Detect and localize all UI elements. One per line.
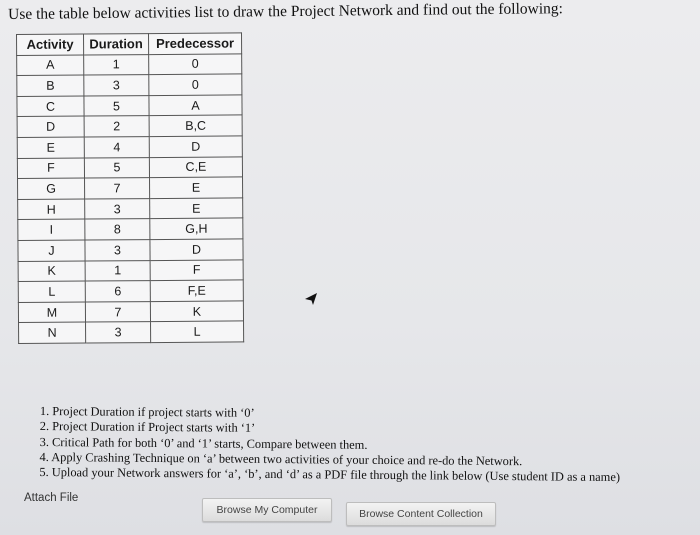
activity-cell: L xyxy=(18,281,85,302)
duration-cell: 8 xyxy=(85,219,150,240)
duration-cell: 2 xyxy=(84,116,149,137)
predecessor-cell: 0 xyxy=(149,74,242,95)
table-row xyxy=(17,74,242,96)
duration-cell: 3 xyxy=(85,198,150,219)
predecessor-cell: E xyxy=(150,177,243,198)
browse-my-computer-button[interactable]: Browse My Computer xyxy=(202,498,332,522)
predecessor-cell: D xyxy=(150,239,243,260)
arrow-cursor-icon xyxy=(304,292,318,306)
predecessor-cell: C,E xyxy=(149,156,242,177)
activity-cell: G xyxy=(18,178,85,199)
activity-cell: H xyxy=(18,199,85,220)
activity-cell: C xyxy=(17,96,84,117)
activity-cell: D xyxy=(17,116,84,137)
table-row xyxy=(18,198,243,220)
predecessor-cell: F,E xyxy=(150,280,243,301)
activity-cell: A xyxy=(17,55,84,76)
table-row xyxy=(17,115,242,137)
table-row xyxy=(17,136,242,158)
activities-table xyxy=(16,32,244,343)
predecessor-cell: D xyxy=(149,136,242,157)
header-duration: Duration xyxy=(84,34,149,55)
activity-cell: I xyxy=(18,219,85,240)
table-row xyxy=(18,301,243,323)
assignment-prompt: Use the table below activities list to draw the Project Network and find out the following: xyxy=(8,0,564,23)
predecessor-cell: G,H xyxy=(150,218,243,239)
duration-cell: 3 xyxy=(84,75,149,96)
table-row xyxy=(18,218,243,240)
duration-cell: 1 xyxy=(85,260,150,281)
duration-cell: 1 xyxy=(84,54,149,75)
duration-cell: 7 xyxy=(85,301,150,322)
table-body xyxy=(17,54,244,344)
activity-cell: E xyxy=(17,137,84,158)
predecessor-cell: F xyxy=(150,259,243,280)
table-row xyxy=(18,259,243,281)
duration-cell: 3 xyxy=(86,322,151,343)
duration-cell: 5 xyxy=(84,95,149,116)
predecessor-cell: B,C xyxy=(149,115,242,136)
question-item: 1. Project Duration if project starts with ‘0’ xyxy=(39,404,255,420)
question-item: 2. Project Duration if Project starts with ‘1’ xyxy=(39,419,256,436)
predecessor-cell: A xyxy=(149,95,242,116)
question-item: 4. Apply Crashing Technique on ‘a’ between two activities of your choice and re-do the Network. xyxy=(39,449,523,469)
duration-cell: 3 xyxy=(85,240,150,261)
table-row xyxy=(17,54,242,76)
table-row xyxy=(17,156,242,178)
activity-cell: K xyxy=(18,261,85,282)
duration-cell: 7 xyxy=(85,178,150,199)
predecessor-cell: L xyxy=(151,321,244,342)
question-list xyxy=(39,404,620,486)
header-activity: Activity xyxy=(17,34,84,55)
attach-file-label: Attach File xyxy=(24,492,79,504)
question-item: 3. Critical Path for both ‘0’ and ‘1’ starts, Compare between them. xyxy=(39,434,368,452)
duration-cell: 5 xyxy=(84,157,149,178)
activity-cell: N xyxy=(19,322,86,343)
question-item: 5. Upload your Network answers for ‘a’, ‘b’, and ‘d’ as a PDF file through the link below (Use student ID as a name) xyxy=(39,465,621,485)
table-row xyxy=(18,239,243,261)
activity-cell: J xyxy=(18,240,85,261)
table-row xyxy=(18,177,243,199)
header-predecessor: Predecessor xyxy=(149,33,242,54)
duration-cell: 6 xyxy=(85,281,150,302)
table-header-row xyxy=(17,33,242,55)
predecessor-cell: K xyxy=(150,301,243,322)
table-row xyxy=(19,321,244,343)
activity-cell: M xyxy=(18,302,85,323)
duration-cell: 4 xyxy=(84,137,149,158)
table-row xyxy=(17,95,242,117)
predecessor-cell: E xyxy=(150,198,243,219)
browse-content-collection-button[interactable]: Browse Content Collection xyxy=(346,502,496,526)
activity-cell: F xyxy=(17,158,84,179)
activity-cell: B xyxy=(17,75,84,96)
predecessor-cell: 0 xyxy=(149,54,242,75)
table-row xyxy=(18,280,243,302)
